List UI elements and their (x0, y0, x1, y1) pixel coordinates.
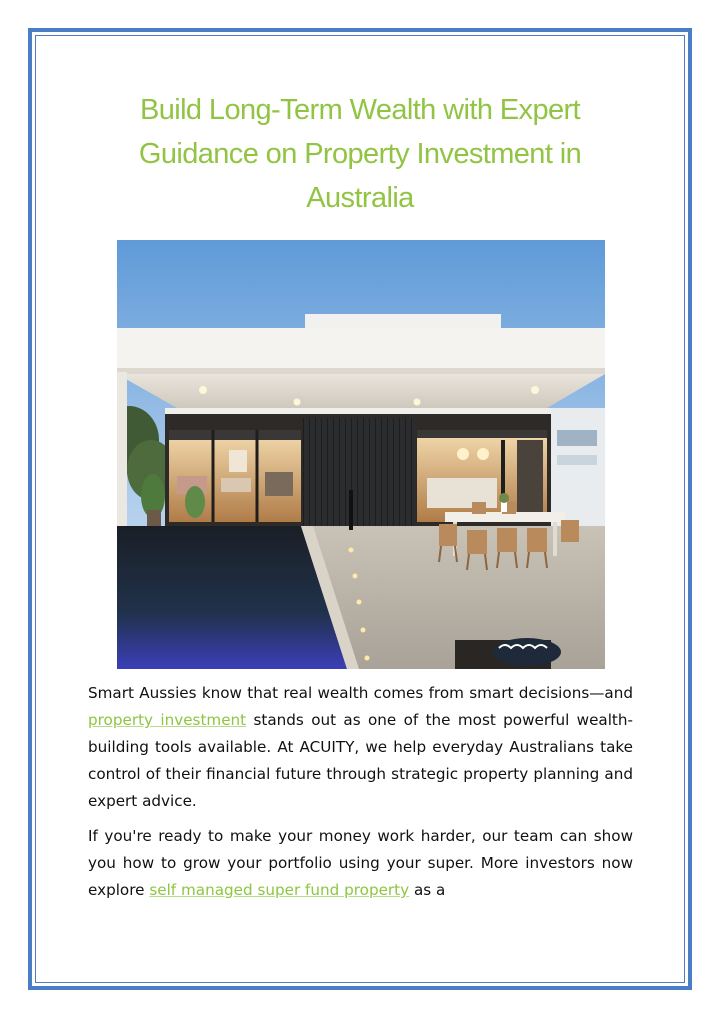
title-line-2: Guidance on Property Investment in (138, 138, 582, 170)
paragraph-2 (88, 823, 633, 904)
paragraph-1-text-end: stands out as one of the most powerful wealth-building tools available. At ACUITY, we help everyday Australians take control of their financial future through strategic property planning and expert advice. (88, 711, 633, 810)
title-line-3: Australia (306, 182, 414, 214)
paragraph-1 (88, 680, 633, 815)
paragraph-1-text-start: Smart Aussies know that real wealth comes from smart decisions—and (88, 684, 633, 702)
paragraph-2-text-end: as a (409, 881, 446, 899)
smsf-property-link[interactable]: self managed super fund property (149, 881, 410, 899)
article-body (88, 680, 633, 912)
modern-house-photo (117, 240, 605, 669)
property-investment-link[interactable]: property investment (88, 711, 247, 729)
page-title (80, 88, 640, 220)
title-line-1: Build Long-Term Wealth with Expert (139, 94, 581, 126)
paragraph-2-text-start: If you're ready to make your money work harder, our team can show you how to grow your portfolio using your super. More investors now explore (88, 827, 633, 899)
